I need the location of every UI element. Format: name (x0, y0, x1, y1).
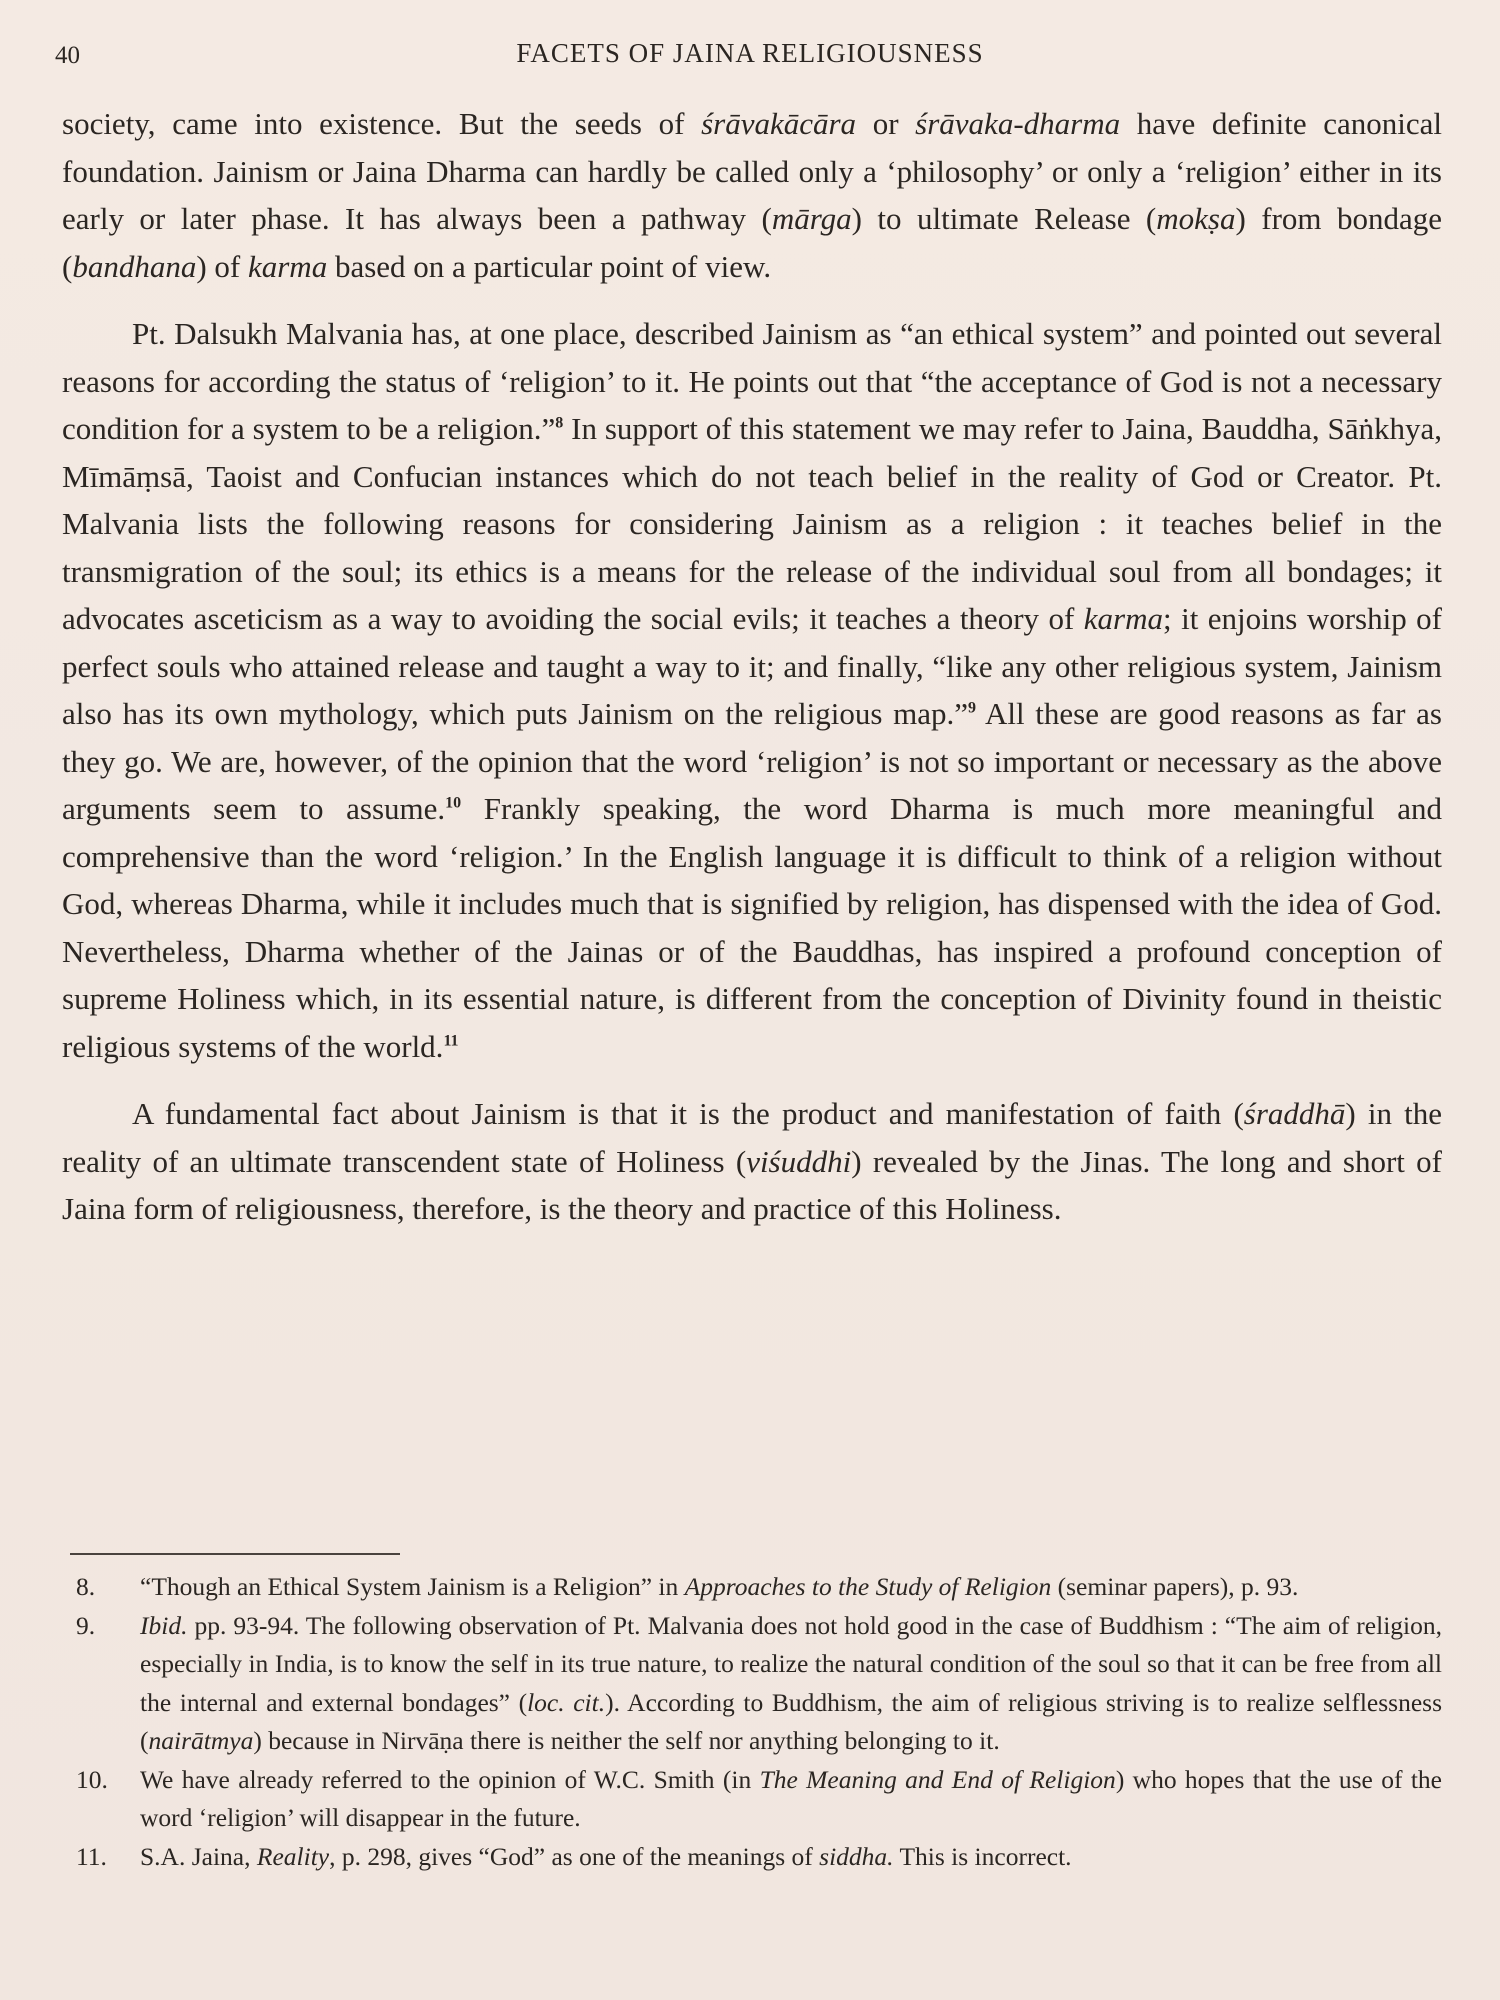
footnote-ref-8: 8 (555, 414, 564, 432)
footnote-ref-11: 11 (443, 1032, 459, 1050)
footnote-11: 11. S.A. Jaina, Reality, p. 298, gives “God” as one of the meanings of siddha. This is incorrect. (76, 1841, 1072, 1871)
paragraph-1: society, came into existence. But the seeds of śrāvakācāra or śrāvaka-dharma have definite canonical foundation. Jainism or Jaina Dharma can hardly be called only a ‘philosophy’ or only a ‘religion’ either in its early or later phase. It has always been a pathway (mārga) to ultimate Release (mokṣa) from bondage (bandhana) of karma based on a particular point of view. (62, 106, 1443, 284)
page-header (55, 38, 1445, 78)
page-number: 40 (55, 42, 80, 69)
footnote-8: 8. “Though an Ethical System Jainism is a Religion” in Approaches to the Study of Religion (seminar papers), p. 93. (76, 1572, 1299, 1601)
paragraph-2: Pt. Dalsukh Malvania has, at one place, described Jainism as “an ethical system” and pointed out several reasons for according the status of ‘religion’ to it. He points out that “the acceptance of God is not a necessary condition for a system to be a religion.”$^8$ In support of this statement we may refer to Jaina, Bauddha, Sāṅkhya, Mīmāṃsā, Taoist and Confucian instances which do not teach belief in the reality of God or Creator. Pt. Malvania lists the following reasons for considering Jainism as a religion : it teaches belief in the transmigration of the soul; its ethics is a means for the release of the individual soul from all bondages; it advocates asceticism as a way to avoiding the social evils; it teaches a theory of karma; it enjoins worship of perfect souls who attained release and taught a way to it; and finally, “like any other religious system, Jainism also has its own mythology, which puts Jainism on the religious map.”$^9$ All these are good reasons as far as they go. We are, however, of the opinion that the word ‘religion’ is not so important or necessary as the above arguments seem to assume.$^{10}$ Frankly speaking, the word Dharma is much more meaningful and comprehensive than the word ‘religion.’ In the English language it is difficult to think of a religion without God, whereas Dharma, while it includes much that is signified by religion, has dispensed with the idea of God. Nevertheless, Dharma whether of the Jainas or of the Bauddhas, has inspired a profound conception of supreme Holiness which, in its essential nature, is different from the conception of Divinity found in theistic religious systems of the world.$^{11}$ (62, 316, 1442, 1064)
running-title: FACETS OF JAINA RELIGIOUSNESS (516, 38, 984, 68)
footnotes (62, 1568, 1442, 1876)
footnote-9: 9. Ibid. pp. 93-94. The following observation of Pt. Malvania does not hold good in the case of Buddhism : “The aim of religion, especially in India, is to know the self in its true nature, to realize the natural condition of the soul so that it can be free from all the internal and external bondages” (loc. cit.). According to Buddhism, the aim of religious striving is to realize selflessness (nairātmya) because in Nirvāṇa there is neither the self nor anything belonging to it. (76, 1610, 1442, 1755)
footnote-ref-9: 9 (968, 699, 977, 717)
footnote-10: 10. We have already referred to the opinion of W.C. Smith (in The Meaning and End of Religion) who hopes that the use of the word ‘religion’ will disappear in the future. (76, 1764, 1442, 1832)
paragraph-3: A fundamental fact about Jainism is that it is the product and manifestation of faith (śraddhā) in the reality of an ultimate transcendent state of Holiness (viśuddhi) revealed by the Jinas. The long and short of Jaina form of religiousness, therefore, is the theory and practice of this Holiness. (62, 1096, 1443, 1226)
footnote-divider (70, 1553, 400, 1555)
body-text (62, 100, 1442, 1233)
footnote-ref-10: 10 (445, 794, 462, 812)
